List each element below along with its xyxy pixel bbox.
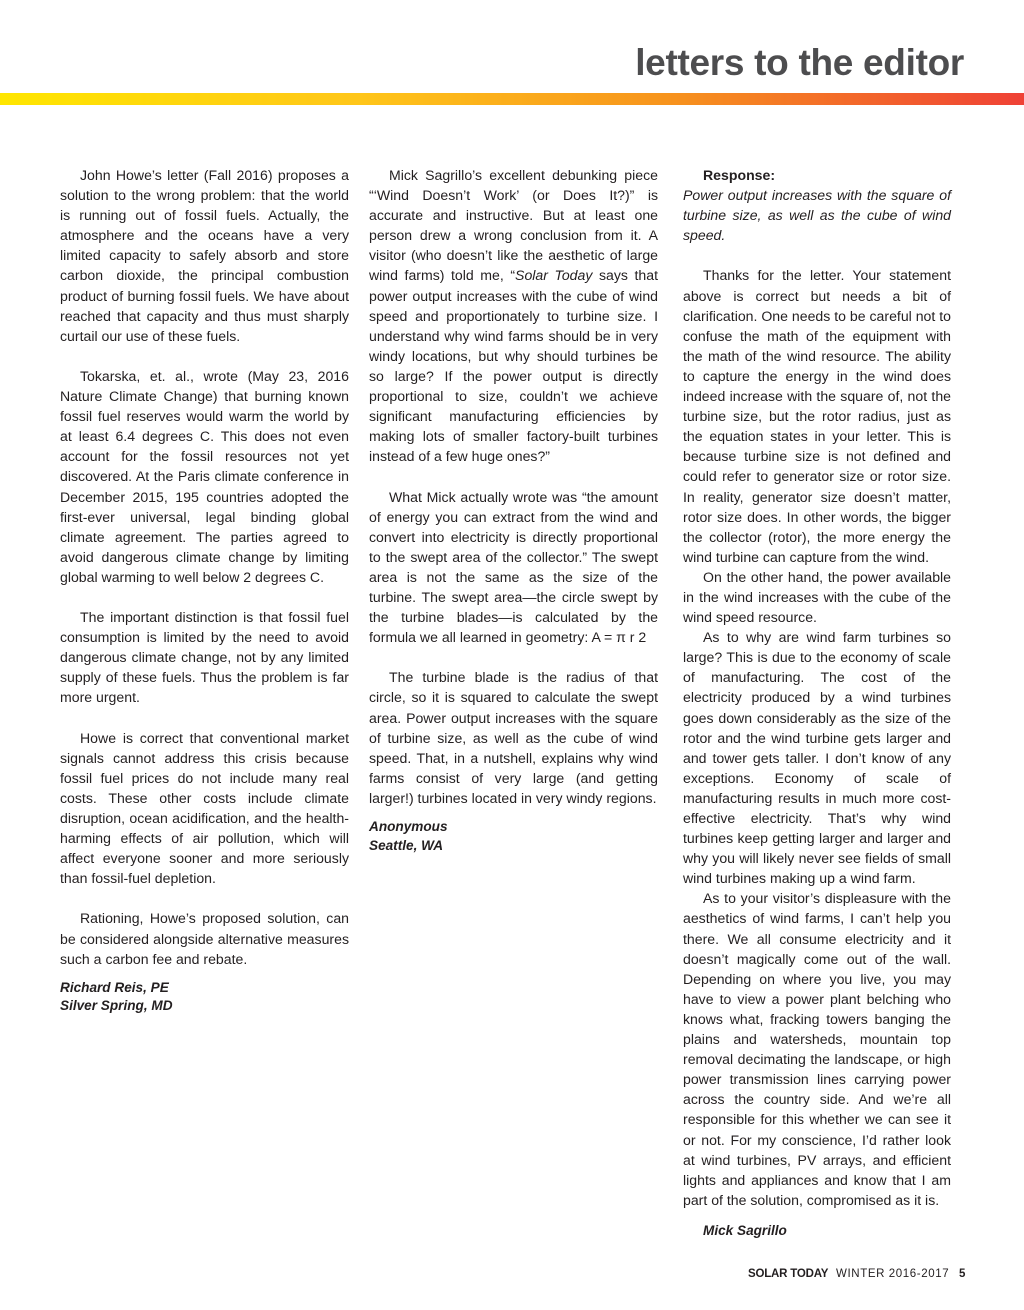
footer-issue: WINTER 2016-2017 <box>836 1268 950 1280</box>
letter1-paragraph: Rationing, Howe’s proposed solution, can be considered alongside alternative measures such a carbon fee and rebate. <box>60 910 349 967</box>
letter1-signature-place: Silver Spring, MD <box>60 998 173 1014</box>
letter-column-1 <box>60 165 349 1016</box>
letter-column-2 <box>369 165 658 855</box>
page-section-title: letters to the editor <box>635 42 964 83</box>
response-paragraph: As to why are wind farm turbines so large? This is due to the economy of scale of manufacturing. The cost of the electricity produced by a wind turbines goes down considerably as the size of the rotor and the wind turbine gets larger and and tower gets taller. I don’t know of any exceptions. Economy of scale of manufacturing results in much more cost-effective electricity. That’s why wind turbines keep getting larger and larger and why you will likely never see fields of small wind turbines making up a wind farm. <box>683 629 951 887</box>
footer-page-number: 5 <box>959 1268 966 1280</box>
letter2-p1-before: Mick Sagrillo’s excellent debunking piece “‘Wind Doesn’t Work’ (or Does It?)” is accurate and instructive. But at least one person drew a wrong conclusion from it. A visitor (who doesn’t like the aesthetic of large wind farms) told me, “ <box>369 167 658 284</box>
response-paragraph: As to your visitor’s displeasure with the aesthetics of wind farms, I can’t help you there. We all consume electricity and it doesn’t magically come out of the wall. Depending on where you live, you may have to view a power plant belching who knows what, fracking towers banging the plains and watersheds, mountain top removal decimating the landscape, or high power transmission lines carrying power across the country side. And we’re all responsible for this whether we can see it or not. For my conscience, I’d rather look at wind turbines, PV arrays, and efficient lights and appliances and know that I am part of the solution, compromised as it is. <box>683 890 951 1208</box>
page-footer <box>748 1268 966 1280</box>
header-gradient-bar <box>0 93 1024 105</box>
letter2-paragraph: The turbine blade is the radius of that circle, so it is squared to calculate the swept area. Power output increases with the square of turbine size, as well as the cube of wind speed. That, in a nutshell, explains why wind farms consist of very large (and getting larger!) turbines located in very windy regions. <box>369 669 658 806</box>
response-paragraph: Thanks for the letter. Your statement above is correct but needs a bit of clarification. One needs to be careful not to confuse the math of the equipment with the math of the wind resource. The ability to capture the energy in the wind does indeed increase with the square of, not the turbine size, but the rotor radius, just as the equation states in your letter. This is because turbine size is not defined and could refer to generator size or rotor size. In reality, generator size doesn’t matter, rotor size does. In other words, the bigger the collector (rotor), the more energy the wind turbine can capture from the wind. <box>683 267 951 565</box>
letter1-paragraph: Howe is correct that conventional market signals cannot address this crisis because fossil fuel prices do not include many real costs. These other costs include climate disruption, ocean acidification, and the health-harming effects of air pollution, which will affect everyone sooner and more seriously than fossil-fuel depletion. <box>60 729 349 887</box>
response-paragraph: On the other hand, the power available in the wind increases with the cube of the wind speed resource. <box>683 568 951 626</box>
letter2-p1-after: says that power output increases with the cube of wind speed and proportionately to turbine size. I understand why wind farms should be in very windy locations, but why should turbines be so large? If the power output is directly proportional to size, couldn’t we achieve significant manufacturing efficiencies by making lots of smaller factory-built turbines instead of a few huge ones?” <box>369 267 658 465</box>
letter1-signature-name: Richard Reis, PE <box>60 979 169 995</box>
letter1-signature <box>60 979 349 1016</box>
letter1-paragraph: The important distinction is that fossil fuel consumption is limited by the need to avoid dangerous climate change, not by any limited supply of these fuels. Thus the problem is far more urgent. <box>60 609 349 706</box>
letter2-signature <box>369 818 658 855</box>
response-column <box>683 165 951 1240</box>
footer-publication: SOLAR TODAY <box>748 1268 829 1280</box>
response-signature <box>683 1222 951 1241</box>
letter2-signature-place: Seattle, WA <box>369 837 444 853</box>
letter1-paragraph: Tokarska, et. al., wrote (May 23, 2016 Nature Climate Change) that burning known fossil fuel reserves would warm the world by at least 6.4 degrees C. This does not even account for the fossil resources not yet discovered. At the Paris climate conference in December 2015, 195 countries adopted the first-ever universal, legal binding global climate agreement. The parties agreed to avoid dangerous climate change by limiting global warming to well below 2 degrees C. <box>60 367 349 585</box>
response-label: Response: <box>703 167 776 183</box>
response-lead-quote: Power output increases with the square of turbine size, as well as the cube of wind speed. <box>683 187 951 244</box>
response-signature-name: Mick Sagrillo <box>703 1222 787 1238</box>
letter2-paragraph <box>369 165 658 466</box>
publication-name: Solar Today <box>515 267 593 284</box>
letter2-paragraph: What Mick actually wrote was “the amount of energy you can extract from the wind and convert into electricity is directly proportional to the swept area of the collector.” The swept area is not the same as the size of the turbine. The swept area—the circle swept by the turbine blades—is calculated by the formula we all learned in geometry: A = π r 2 <box>369 488 658 646</box>
letter1-paragraph: John Howe’s letter (Fall 2016) proposes a solution to the wrong problem: that the world is running out of fossil fuels. Actually, the atmosphere and the oceans have a very limited capacity to safely absorb and store carbon dioxide, the principal combustion product of burning fossil fuels. We have about reached that capacity and thus must sharply curtail our use of these fuels. <box>60 167 349 344</box>
letter2-signature-name: Anonymous <box>369 819 448 834</box>
